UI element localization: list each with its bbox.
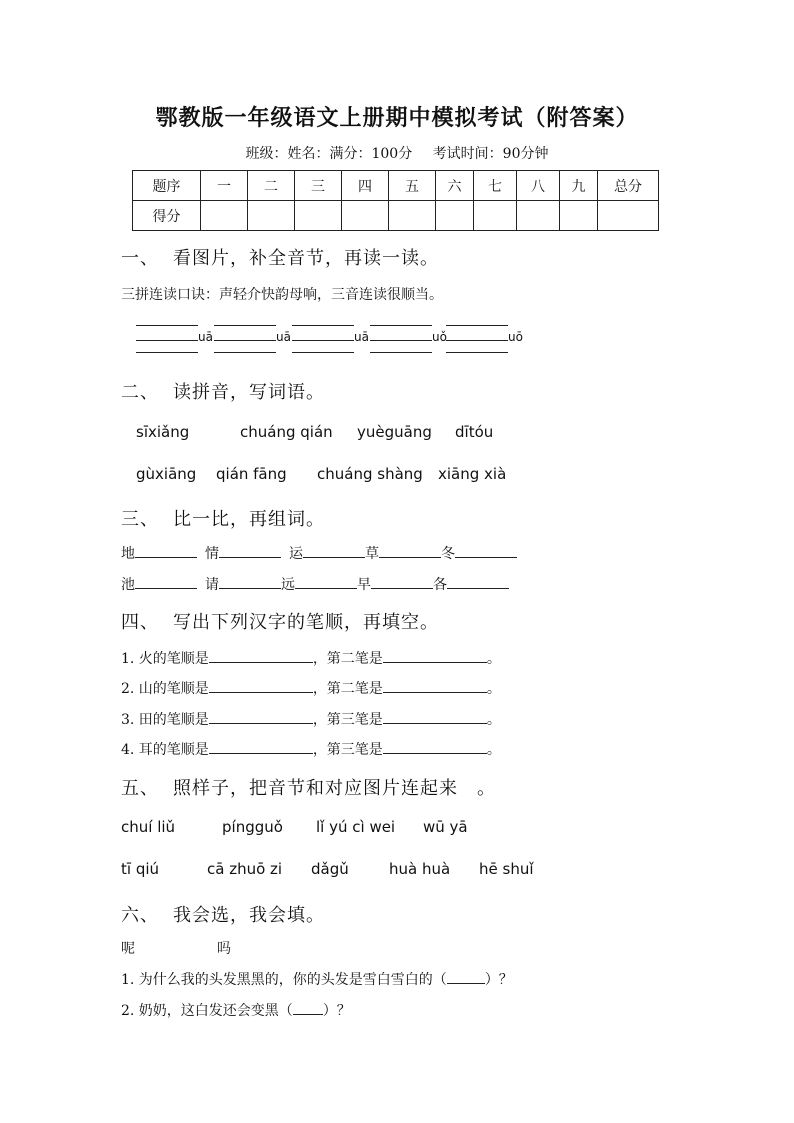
section-title: 写出下列汉字的笔顺，再填空。 bbox=[173, 612, 439, 633]
table-cell: 九 bbox=[560, 171, 598, 201]
character: 请 bbox=[205, 577, 219, 593]
stroke-item: 2. 山的笔顺是 ，第二笔是 。 bbox=[121, 681, 501, 697]
section-number: 四、 bbox=[121, 612, 159, 633]
section-number: 三、 bbox=[121, 509, 159, 530]
answer-blank[interactable] bbox=[135, 557, 197, 558]
syllable-final: uō bbox=[508, 330, 523, 344]
section-number: 二、 bbox=[121, 382, 159, 403]
answer-blank[interactable] bbox=[219, 557, 281, 558]
section-title: 读拼音，写词语。 bbox=[173, 382, 325, 403]
answer-blank[interactable] bbox=[209, 662, 313, 663]
choice-option: 呢 bbox=[121, 941, 135, 957]
answer-blank[interactable] bbox=[295, 588, 357, 589]
pinyin-word[interactable]: cā zhuō zi bbox=[207, 860, 283, 878]
character: 早 bbox=[357, 577, 371, 593]
answer-blank[interactable] bbox=[135, 588, 197, 589]
score-input-cell[interactable] bbox=[201, 201, 248, 231]
answer-blank[interactable] bbox=[303, 557, 365, 558]
character: 情 bbox=[205, 546, 219, 562]
answer-blank[interactable] bbox=[383, 692, 487, 693]
class-name-score-label: 班级：姓名：满分：100分 bbox=[245, 146, 413, 162]
pinyin-word[interactable]: píngguǒ bbox=[222, 818, 283, 836]
pinyin-word: gùxiāng bbox=[136, 465, 197, 483]
table-cell: 一 bbox=[201, 171, 248, 201]
score-table-header-row bbox=[133, 171, 659, 201]
score-table-score-row bbox=[133, 201, 659, 231]
pinyin-word[interactable]: chuí liǔ bbox=[121, 818, 176, 836]
table-cell: 七 bbox=[474, 171, 517, 201]
pinyin-word[interactable]: tī qiú bbox=[121, 860, 160, 878]
syllable-final: uā bbox=[276, 330, 291, 344]
stroke-item: 3. 田的笔顺是 ，第三笔是 。 bbox=[121, 712, 501, 728]
fill-question-1: 1. 为什么我的头发黑黑的，你的头发是雪白雪白的（ ）？ bbox=[121, 972, 513, 988]
score-table bbox=[132, 170, 659, 231]
section-number: 一、 bbox=[121, 248, 159, 269]
character: 各 bbox=[433, 577, 447, 593]
score-input-cell[interactable] bbox=[474, 201, 517, 231]
section-1-heading bbox=[121, 244, 439, 270]
answer-blank[interactable] bbox=[383, 723, 487, 724]
pinyin-word: xiāng xià bbox=[438, 465, 507, 483]
section-title: 我会选，我会填。 bbox=[173, 905, 325, 926]
table-cell: 四 bbox=[342, 171, 389, 201]
section-6-heading bbox=[121, 901, 325, 927]
exam-time-label: 考试时间：90分钟 bbox=[432, 146, 549, 162]
answer-blank[interactable] bbox=[383, 753, 487, 754]
pinyin-word: chuáng shàng bbox=[317, 465, 423, 483]
fill-question-2: 2. 奶奶，这白发还会变黑（ ）？ bbox=[121, 1003, 351, 1019]
character: 运 bbox=[289, 546, 303, 562]
pinyin-word[interactable]: hē shuǐ bbox=[479, 860, 534, 878]
exam-info bbox=[0, 143, 794, 163]
score-input-cell[interactable] bbox=[560, 201, 598, 231]
pinyin-word[interactable]: lǐ yú cì wei bbox=[316, 818, 396, 836]
pinyin-word[interactable]: huà huà bbox=[389, 860, 451, 878]
character: 地 bbox=[121, 546, 135, 562]
pinyin-word: yuèguāng bbox=[357, 423, 432, 441]
choice-option: 吗 bbox=[217, 941, 231, 957]
pinyin-word: chuáng qián bbox=[240, 423, 333, 441]
table-cell: 六 bbox=[436, 171, 474, 201]
table-cell: 五 bbox=[389, 171, 436, 201]
pinyin-word: qián fāng bbox=[216, 465, 287, 483]
compare-row-1 bbox=[121, 543, 517, 563]
answer-blank[interactable] bbox=[219, 588, 281, 589]
answer-blank[interactable] bbox=[383, 662, 487, 663]
score-input-cell[interactable] bbox=[342, 201, 389, 231]
pinyin-tip: 三拼连读口诀：声轻介快韵母响，三音连读很顺当。 bbox=[121, 287, 443, 303]
score-input-cell[interactable] bbox=[517, 201, 560, 231]
page-title: 鄂教版一年级语文上册期中模拟考试（附答案） bbox=[155, 105, 639, 131]
character: 池 bbox=[121, 577, 135, 593]
table-cell: 题序 bbox=[133, 171, 201, 201]
answer-blank[interactable] bbox=[447, 983, 485, 984]
pinyin-word[interactable]: wū yā bbox=[423, 818, 468, 836]
answer-blank[interactable] bbox=[209, 723, 313, 724]
character: 冬 bbox=[441, 546, 455, 562]
answer-blank[interactable] bbox=[379, 557, 441, 558]
character: 草 bbox=[365, 546, 379, 562]
stroke-item: 4. 耳的笔顺是 ，第三笔是 。 bbox=[121, 742, 501, 758]
score-input-cell[interactable] bbox=[436, 201, 474, 231]
score-input-cell[interactable] bbox=[389, 201, 436, 231]
pinyin-word: dītóu bbox=[455, 423, 494, 441]
table-cell: 得分 bbox=[133, 201, 201, 231]
section-5-heading bbox=[121, 774, 496, 800]
section-title: 比一比，再组词。 bbox=[173, 509, 325, 530]
section-title: 照样子，把音节和对应图片连起来 。 bbox=[173, 778, 496, 799]
score-input-cell[interactable] bbox=[295, 201, 342, 231]
compare-row-2 bbox=[121, 574, 509, 594]
answer-blank[interactable] bbox=[209, 692, 313, 693]
pinyin-word[interactable]: dǎgǔ bbox=[311, 860, 349, 878]
section-4-heading bbox=[121, 608, 439, 634]
answer-blank[interactable] bbox=[371, 588, 433, 589]
score-input-cell[interactable] bbox=[598, 201, 659, 231]
answer-blank[interactable] bbox=[455, 557, 517, 558]
section-number: 六、 bbox=[121, 905, 159, 926]
stroke-item: 1. 火的笔顺是 ，第二笔是 。 bbox=[121, 651, 501, 667]
section-3-heading bbox=[121, 505, 325, 531]
table-cell: 八 bbox=[517, 171, 560, 201]
table-cell: 总分 bbox=[598, 171, 659, 201]
character: 远 bbox=[281, 577, 295, 593]
answer-blank[interactable] bbox=[209, 753, 313, 754]
answer-blank[interactable] bbox=[447, 588, 509, 589]
syllable-final: uǒ bbox=[432, 330, 447, 344]
table-cell: 三 bbox=[295, 171, 342, 201]
pinyin-word: sīxiǎng bbox=[136, 423, 190, 441]
syllable-final: uā bbox=[198, 330, 213, 344]
section-title: 看图片，补全音节，再读一读。 bbox=[173, 248, 439, 269]
score-input-cell[interactable] bbox=[248, 201, 295, 231]
section-number: 五、 bbox=[121, 778, 159, 799]
table-cell: 二 bbox=[248, 171, 295, 201]
section-2-heading bbox=[121, 378, 325, 404]
answer-blank[interactable] bbox=[293, 1014, 323, 1015]
syllable-final: uā bbox=[354, 330, 369, 344]
